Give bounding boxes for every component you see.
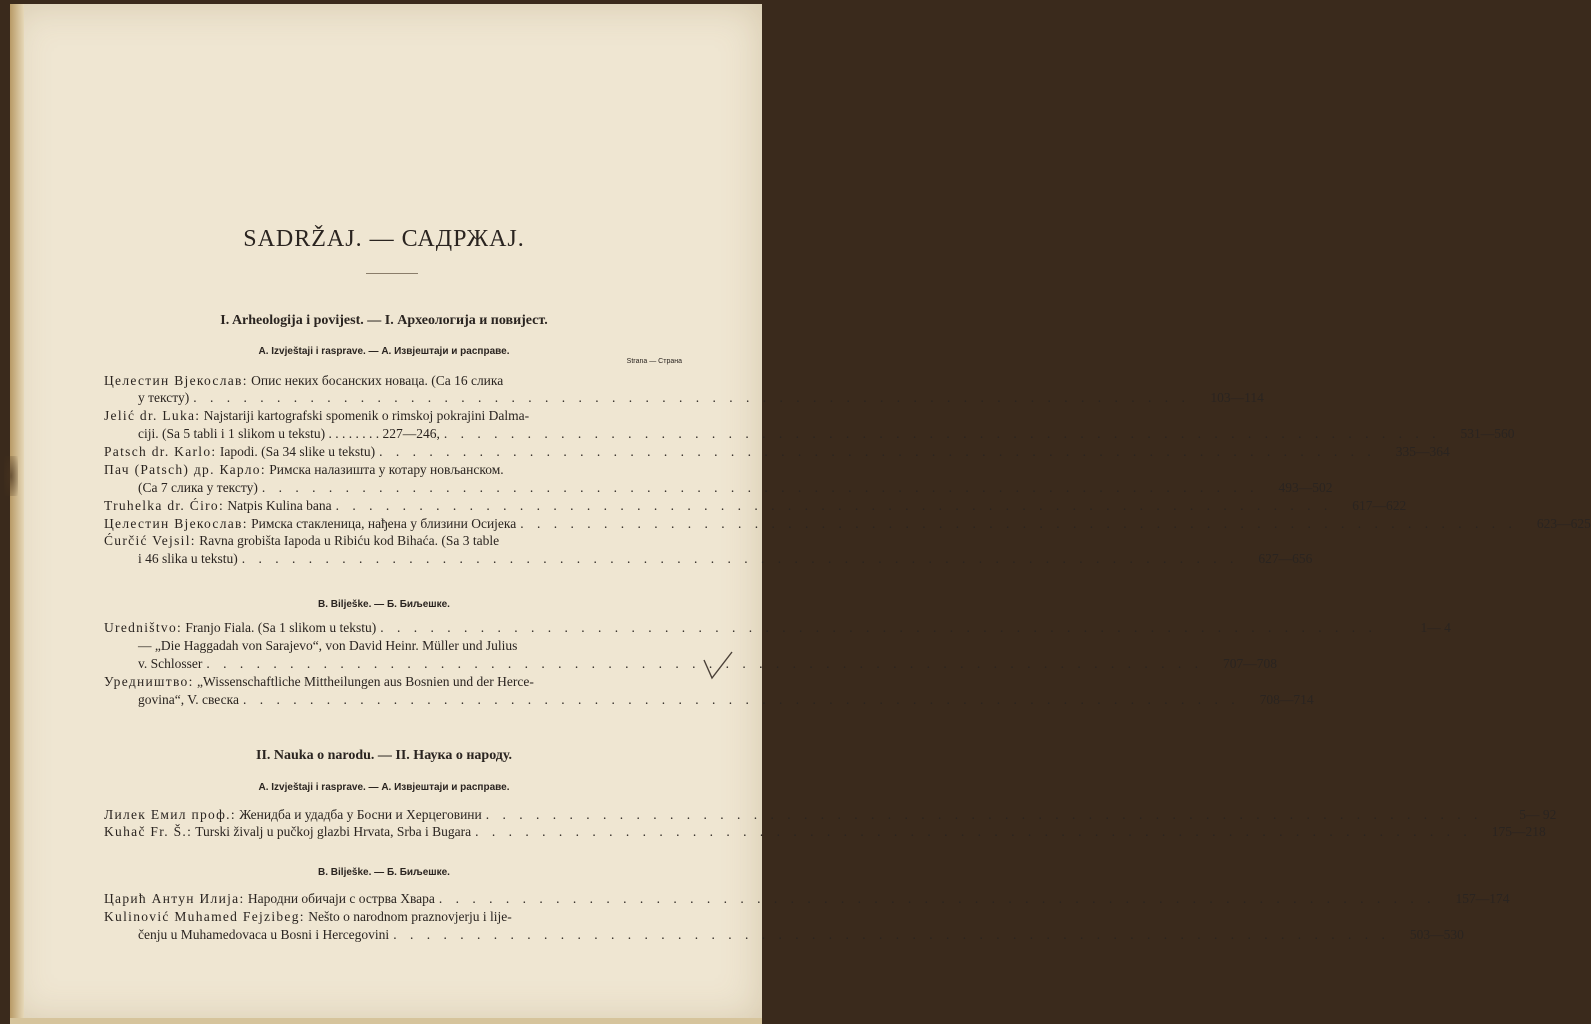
- section-1-heading: I. Arheologija i povijest. — I. Археологија и повијест.: [220, 313, 548, 328]
- toc-entry: Truhelka dr. Ćiro: Natpis Kulina bana . . . . . . . . . . . . . . . . . . . . . . . . . . . . . . . . . . . . . . . . . . . . . . . . . . . . . . . . . . . . 617—622: [104, 498, 1407, 513]
- toc-note: — „Die Haggadah von Sarajevo“, von David Heinr. Müller und Julius: [138, 638, 518, 653]
- page-stain: [4, 456, 18, 496]
- toc-entry: ciji. (Sa 5 tabli i 1 slikom u tekstu) . . . . . . . . 227—246, . . . . . . . . . . . . . . . . . . . . . . . . . . . . . . . . . . . . . . . . . . . . . . . . . . . . . . . . . . . . 531—560: [138, 426, 1515, 441]
- toc-note: Уредништво: „Wissenschaftliche Mittheilungen aus Bosnien und der Herce-: [104, 674, 534, 689]
- page-bottom-edge: [10, 1018, 762, 1024]
- section-2-subheading-b: B. Bilješke. — Б. Биљешке.: [318, 867, 450, 878]
- section-2-subheading-a: A. Izvještaji i rasprave. — А. Извјештаји и расправе.: [258, 782, 510, 793]
- toc-entry: Patsch dr. Karlo: Iapodi. (Sa 34 slike u tekstu) . . . . . . . . . . . . . . . . . . . . . . . . . . . . . . . . . . . . . . . . . . . . . . . . . . . . . . . . . . . . 335—364: [104, 444, 1450, 459]
- toc-entry: Jelić dr. Luka: Najstariji kartografski spomenik o rimskoj pokrajini Dalma-: [104, 408, 530, 423]
- toc-entry: Целестин Вјекослав: Опис неких босанских новаца. (Са 16 слика: [104, 373, 504, 388]
- title-rule: [366, 273, 418, 274]
- toc-entry: Ćurčić Vejsil: Ravna grobišta Iapoda u Ribiću kod Bihaća. (Sa 3 table: [104, 533, 500, 548]
- toc-entry: Пач (Patsch) др. Карло: Римска налазишта у котару новљанском.: [104, 462, 504, 477]
- toc-note: v. Schlosser . . . . . . . . . . . . . . . . . . . . . . . . . . . . . . . . . . . . . . . . . . . . . . . . . . . . . . . . . . . . 707—708: [138, 656, 1277, 671]
- toc-entry: (Са 7 слика у тексту) . . . . . . . . . . . . . . . . . . . . . . . . . . . . . . . . . . . . . . . . . . . . . . . . . . . . . . . . . . . . 493—502: [138, 480, 1333, 495]
- toc-entry: у тексту) . . . . . . . . . . . . . . . . . . . . . . . . . . . . . . . . . . . . . . . . . . . . . . . . . . . . . . . . . . . . 103—114: [138, 390, 1264, 405]
- toc-note: Kulinović Muhamed Fejzibeg: Nešto o narodnom praznovjerju i lije-: [104, 909, 512, 924]
- toc-entry: Kuhač Fr. Š.: Turski živalj u pučkoj glazbi Hrvata, Srba i Bugara . . . . . . . . . . . . . . . . . . . . . . . . . . . . . . . . . . . . . . . . . . . . . . . . . . . . . . . . . . . . 175—218: [104, 824, 1546, 839]
- toc-note: čenju u Muhamedovaca u Bosni i Hercegovini . . . . . . . . . . . . . . . . . . . . . . . . . . . . . . . . . . . . . . . . . . . . . . . . . . . . . . . . . . . . 503—530: [138, 927, 1464, 942]
- section-2-heading: II. Nauka o narodu. — II. Наука о народу.: [256, 748, 512, 763]
- toc-note: govina“, V. свеска . . . . . . . . . . . . . . . . . . . . . . . . . . . . . . . . . . . . . . . . . . . . . . . . . . . . . . . . . . . . 708—714: [138, 692, 1314, 707]
- handwritten-check-mark-icon: [700, 650, 736, 682]
- toc-entry: Лилек Емил проф.: Женидба и удадба у Босни и Херцеговини . . . . . . . . . . . . . . . . . . . . . . . . . . . . . . . . . . . . . . . . . . . . . . . . . . . . . . . . . . . . 5— 92: [104, 807, 1557, 822]
- toc-note: Царић Антун Илија: Народни обичаји с острва Хвара . . . . . . . . . . . . . . . . . . . . . . . . . . . . . . . . . . . . . . . . . . . . . . . . . . . . . . . . . . . . 157—174: [104, 891, 1510, 906]
- toc-entry: Целестин Вјекослав: Римска стакленица, нађена у близини Осијека . . . . . . . . . . . . . . . . . . . . . . . . . . . . . . . . . . . . . . . . . . . . . . . . . . . . . . . . . . . . 623—625: [104, 516, 1591, 531]
- page-title: SADRŽAJ. — САДРЖАЈ.: [243, 226, 525, 252]
- section-1-subheading-b: B. Bilješke. — Б. Биљешке.: [318, 599, 450, 610]
- toc-entry: i 46 slika u tekstu) . . . . . . . . . . . . . . . . . . . . . . . . . . . . . . . . . . . . . . . . . . . . . . . . . . . . . . . . . . . . 627—656: [138, 551, 1313, 566]
- toc-note: Uredništvo: Franjo Fiala. (Sa 1 slikom u tekstu) . . . . . . . . . . . . . . . . . . . . . . . . . . . . . . . . . . . . . . . . . . . . . . . . . . . . . . . . . . . . 1— 4: [104, 620, 1451, 635]
- page-column-label: Strana — Страна: [626, 358, 682, 365]
- section-1-subheading-a: A. Izvještaji i rasprave. — А. Извјештаји и расправе.: [258, 346, 510, 357]
